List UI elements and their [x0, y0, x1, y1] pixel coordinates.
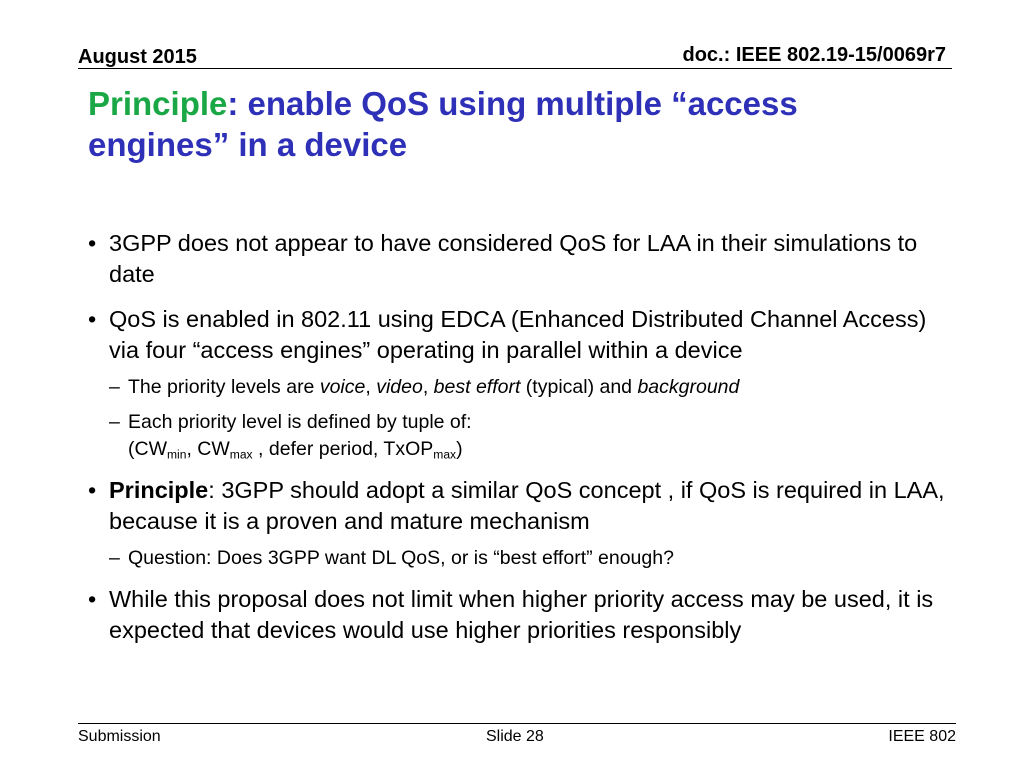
- slide-title: [88, 83, 948, 165]
- title-rest: : enable QoS using multiple “access engines” in a device: [88, 85, 798, 163]
- sub-bullet-2-2-tuple: ($CW_{min}$, $CW_{max}$ , defer period, TxOP$_{max}$): [128, 438, 463, 462]
- priority-voice: voice: [319, 376, 366, 398]
- sub-bullet-2-1-text: The priority levels are voice, video, best effort (typical) and background: [128, 376, 740, 398]
- bullet-2-text: QoS is enabled in 802.11 using EDCA (Enhanced Distributed Channel Access) via four “access engines” operating in parallel within a device: [109, 306, 927, 363]
- sub-bullet-dash: –: [109, 411, 120, 433]
- priority-video: video: [376, 376, 423, 398]
- priority-background: background: [637, 376, 740, 398]
- bullet-3: [88, 475, 948, 537]
- bullet-dot: •: [88, 306, 97, 332]
- footer-org: IEEE 802: [888, 728, 956, 745]
- bullet-dot: •: [88, 586, 97, 612]
- bullet-3-text: Principle: 3GPP should adopt a similar QoS concept , if QoS is required in LAA, because it is a proven and mature mechanism: [109, 477, 945, 534]
- header-doc-id: doc.: IEEE 802.19-15/0069r7: [682, 44, 946, 66]
- bullet-2: [88, 304, 948, 366]
- bullet-3-bold: Principle: [109, 477, 209, 503]
- bullet-1-text: 3GPP does not appear to have considered QoS for LAA in their simulations to date: [109, 230, 918, 287]
- priority-best-effort: best effort: [433, 376, 521, 398]
- sub-bullet-2-1: [88, 374, 948, 401]
- bullet-4-text: While this proposal does not limit when higher priority access may be used, it is expected that devices would use higher priorities responsibly: [109, 586, 934, 643]
- slide-body: [88, 228, 948, 660]
- header-date: August 2015: [78, 46, 197, 68]
- title-accent: Principle: [88, 85, 228, 122]
- bullet-1: [88, 228, 948, 290]
- sub-bullet-2-2: [88, 409, 948, 463]
- footer-submission: Submission: [78, 728, 161, 745]
- footer-slide-number: Slide 28: [486, 728, 544, 745]
- sub-bullet-2-2-line1: Each priority level is defined by tuple of:: [128, 411, 472, 433]
- bullet-dot: •: [88, 230, 97, 256]
- sub-bullet-3-1-text: Question: Does 3GPP want DL QoS, or is “best effort” enough?: [128, 547, 674, 569]
- sub-bullet-dash: –: [109, 547, 120, 569]
- sub-bullet-3-1: [88, 545, 948, 572]
- bullet-4: [88, 584, 948, 646]
- sub-bullet-dash: –: [109, 376, 120, 398]
- footer-divider: [78, 723, 956, 724]
- header-divider: [78, 68, 952, 69]
- bullet-dot: •: [88, 477, 97, 503]
